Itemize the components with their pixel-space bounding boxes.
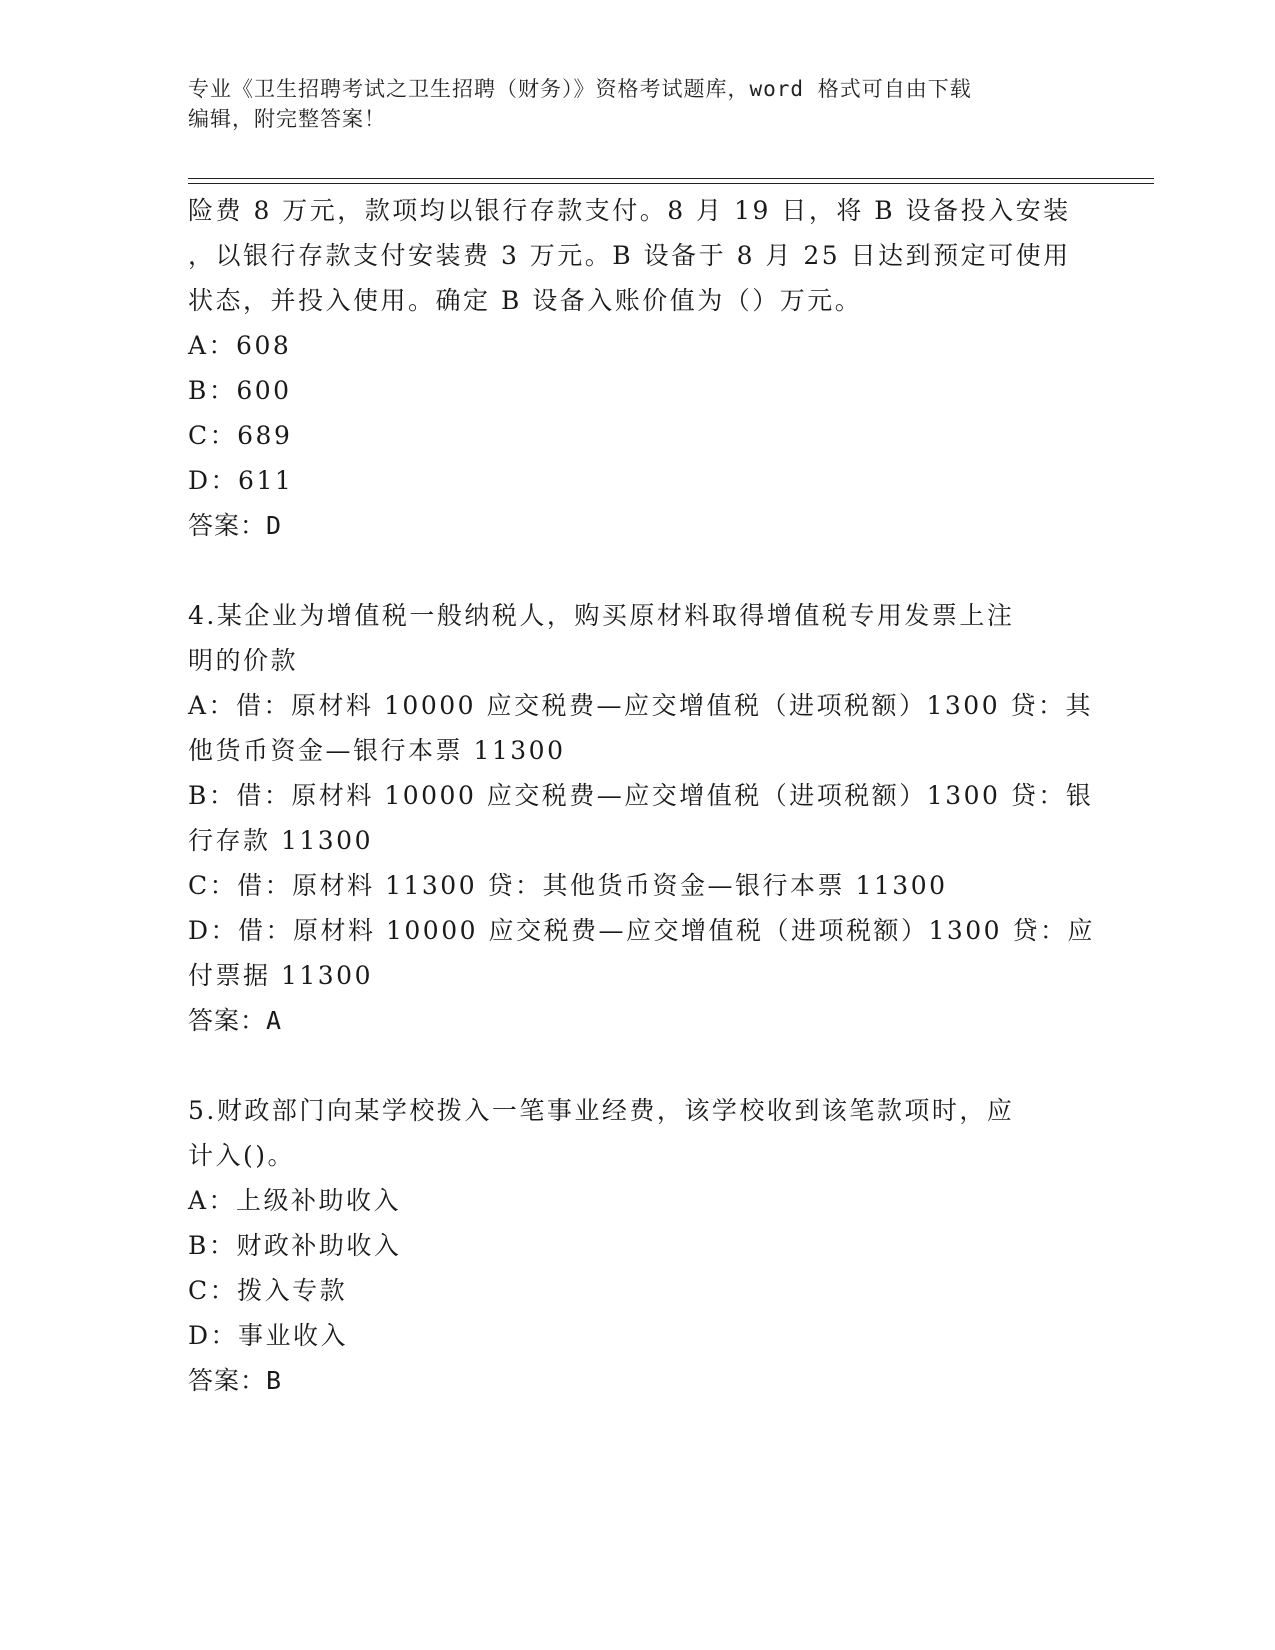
question-text-line: 险费 8 万元，款项均以银行存款支付。8 月 19 日，将 B 设备投入安装 (188, 196, 1071, 225)
document-body (188, 188, 1096, 1403)
spacer (188, 548, 1088, 593)
option-c: C：借：原材料 11300 贷：其他货币资金—银行本票 11300 (188, 871, 948, 900)
question-4 (188, 593, 1096, 1043)
header-rule (188, 178, 1154, 184)
option-a: A：608 (188, 331, 292, 360)
option-a: A：上级补助收入 (188, 1186, 402, 1215)
question-text-line: 计入()。 (188, 1141, 296, 1170)
option-b-cont: 行存款 11300 (188, 826, 373, 855)
question-text-line: 5.财政部门向某学校拨入一笔事业经费，该学校收到该笔款项时，应 (188, 1096, 1015, 1125)
option-b: B：600 (188, 376, 292, 405)
spacer (188, 1043, 1088, 1088)
option-d: D：借：原材料 10000 应交税费—应交增值税（进项税额）1300 贷：应 (188, 916, 1096, 945)
question-5 (188, 1088, 1088, 1403)
option-b: B：财政补助收入 (188, 1231, 402, 1260)
header-line-2: 编辑，附完整答案！ (188, 107, 386, 131)
question-text-line: 明的价款 (188, 646, 299, 675)
option-d-cont: 付票据 11300 (188, 961, 373, 990)
header-line-1: 专业《卫生招聘考试之卫生招聘（财务）》资格考试题库，word 格式可自由下载 (188, 77, 972, 101)
option-d: D：611 (188, 466, 294, 495)
option-c: C：拨入专款 (188, 1276, 348, 1305)
question-text-line: 状态，并投入使用。确定 B 设备入账价值为（）万元。 (188, 286, 863, 315)
page-header (188, 74, 1088, 134)
option-c: C：689 (188, 421, 293, 450)
question-text-line: ，以银行存款支付安装费 3 万元。B 设备于 8 月 25 日达到预定可使用 (188, 241, 1071, 270)
answer-line: 答案：B (188, 1366, 283, 1395)
option-a-cont: 他货币资金—银行本票 11300 (188, 736, 566, 765)
question-text-line: 4.某企业为增值税一般纳税人，购买原材料取得增值税专用发票上注 (188, 601, 1015, 630)
option-b: B：借：原材料 10000 应交税费—应交增值税（进项税额）1300 贷：银 (188, 781, 1094, 810)
option-d: D：事业收入 (188, 1321, 349, 1350)
question-3 (188, 188, 1088, 548)
answer-line: 答案：D (188, 511, 283, 540)
answer-line: 答案：A (188, 1006, 283, 1035)
option-a: A：借：原材料 10000 应交税费—应交增值税（进项税额）1300 贷：其 (188, 691, 1094, 720)
